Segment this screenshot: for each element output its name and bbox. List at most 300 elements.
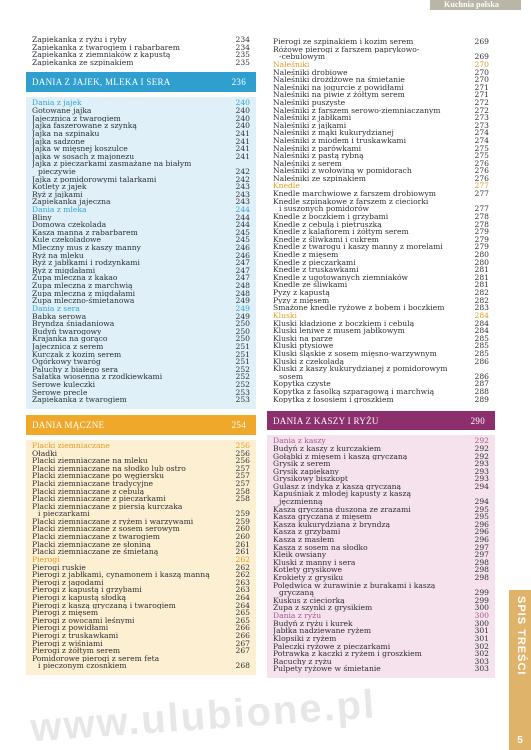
entry-title: Kluski leniwe z musem jabłkowym [273,327,405,335]
entry-page: 296 [474,535,489,545]
index-entry[interactable] [273,490,489,498]
index-entry[interactable] [32,564,250,572]
index-entry[interactable] [32,472,250,480]
entry-page: 271 [474,82,489,92]
entry-title: i pieczarkami [38,510,90,518]
entry-title: Placki ziemniaczane z twarogiem [32,533,160,541]
section-banner-eggs[interactable] [26,72,256,92]
entry-page: 265 [235,615,250,625]
entry-title: Grysik zapiekany [273,467,339,476]
entry-title: Pierogi z kaszą gryczaną i twarogiem [32,601,176,610]
index-entry[interactable] [32,244,250,252]
entry-title: Bliny [32,213,52,222]
entry-title: Kluski na parze [273,334,333,343]
entry-title: Zapiekanka z twarogiem [32,396,127,404]
entry-page: 259 [235,509,250,519]
index-entry[interactable] [32,320,250,328]
index-entry[interactable] [32,51,250,59]
entry-page: 240 [235,113,250,123]
entry-title: Jabłka nadziewane ryżem [273,627,372,635]
index-entry[interactable] [273,597,489,605]
index-entry[interactable] [273,350,489,358]
entry-page: 281 [474,280,489,290]
entry-page: 294 [474,497,489,507]
subsection-page: 249 [235,303,250,313]
entry-page: 298 [474,565,489,575]
index-entry[interactable] [273,373,489,381]
left-top-list [26,36,256,66]
entry-page: 241 [235,144,250,154]
entry-page: 252 [235,372,250,382]
index-entry[interactable] [32,457,250,465]
section-title: DANIA Z JAJEK, MLEKA I SERA [32,77,171,88]
index-entry[interactable] [273,627,489,635]
entry-page: 269 [474,37,489,46]
running-head: Kuchnia polska [430,0,521,10]
right-groups [267,61,495,403]
index-entry[interactable] [32,510,250,518]
section-page: 290 [470,415,485,426]
index-entry[interactable] [32,518,250,526]
index-entry[interactable] [32,541,250,549]
entry-title: Zupa mleczna z marchwią [32,282,133,290]
entry-title: Kasza gryczana z mięsem [273,513,372,521]
entry-page: 268 [235,661,250,671]
index-entry[interactable] [32,640,250,648]
index-entry[interactable] [273,506,489,514]
index-entry[interactable] [273,650,489,658]
index-entry[interactable] [32,480,250,488]
subsection-heading[interactable] [273,61,489,69]
index-entry[interactable] [32,495,250,503]
entry-title: Grysik z serem [273,460,331,468]
index-entry[interactable] [32,381,250,389]
section-banner-flour[interactable] [26,415,256,435]
index-entry[interactable] [32,373,250,381]
entry-title: Zapiekanka jajeczna [32,198,111,206]
entry-page: 257 [235,463,250,473]
index-entry[interactable] [32,44,250,52]
entry-title: Pierogi ze szpinakiem i kozim serem [273,38,414,46]
index-entry[interactable] [32,282,250,290]
index-entry[interactable] [273,551,489,559]
index-entry[interactable] [273,84,489,92]
index-entry[interactable] [32,533,250,541]
entry-page: 234 [235,42,250,52]
index-entry[interactable] [273,528,489,536]
entry-title: Różowe pierogi z farszem paprykowo- [273,45,420,54]
index-entry[interactable] [32,160,250,168]
entry-title: Grysikowy biszkopt [273,475,348,483]
index-entry[interactable] [32,571,250,579]
index-entry[interactable] [273,137,489,145]
entry-page: 245 [235,227,250,237]
entry-title: Placki ziemniaczane z cebulą [32,487,145,496]
entry-title: Jajka na szpinaku [32,129,100,138]
entry-page: 288 [474,386,489,396]
entry-title: Jajka z pomidorowymi talarkami [32,175,157,184]
subsection-heading[interactable] [273,182,489,190]
entry-title: Zapiekanka z ziemniaków z kapustą [32,51,171,59]
index-entry[interactable] [32,343,250,351]
subsection-heading[interactable] [273,312,489,320]
section-banner-groats[interactable] [267,411,495,430]
entry-title: Jajecznica z serem [32,342,104,351]
index-entry[interactable] [32,214,250,222]
entry-title: Ryż z jabłkami i rodzynkami [32,259,140,267]
entry-title: Zapiekanka ze szpinakiem [32,58,134,67]
entry-title: Placki ziemniaczane z piersią kurczaka [32,502,183,511]
entry-title: Zupa mleczna z migdałami [32,289,136,298]
entry-page: 253 [235,387,250,397]
entry-title: Paleczki ryżowe z pieczarkami [273,642,391,651]
entry-page: 250 [235,326,250,336]
subsection-page: 256 [235,440,250,450]
index-entry[interactable] [273,198,489,206]
index-entry[interactable] [273,643,489,651]
index-entry[interactable] [273,205,489,213]
entry-title: Zapiekanka z twarogiem i rabarbarem [32,43,180,52]
entry-title: Placki ziemniaczane z sosem serowym [32,525,180,534]
index-entry[interactable] [273,274,489,282]
section-panel-eggs [26,97,256,408]
index-entry[interactable] [32,450,250,458]
index-entry[interactable] [273,574,489,582]
entry-title: Naleśniki z jabłkami [273,114,352,122]
entry-title: Kopytka czyste [273,380,331,388]
subsection-page: 277 [474,181,489,191]
entry-title: Kasza gryczana duszona ze zrazami [273,505,411,514]
section-page: 254 [231,419,246,430]
index-entry[interactable] [32,594,250,602]
index-entry[interactable] [32,115,250,123]
entry-title: Knedle z twarogu i kaszy manny z morelami [273,243,443,252]
entry-title: Kluski z czekoladą [273,357,345,366]
entry-page: 245 [235,235,250,245]
entry-title: Naleśniki z jajkami [273,121,347,130]
entry-title: Pulpety ryżowe w śmietanie [273,665,381,673]
entry-title: Naleśniki z serem [273,159,342,168]
entry-page: 276 [474,158,489,168]
index-entry[interactable] [273,453,489,461]
entry-page: 267 [235,646,250,656]
entry-page: 278 [474,212,489,222]
index-entry[interactable] [273,259,489,267]
index-entry[interactable] [32,168,250,176]
entry-page: 266 [235,623,250,633]
index-entry[interactable] [273,635,489,643]
subsection-heading[interactable] [32,206,250,214]
index-entry[interactable] [273,620,489,628]
index-entry[interactable] [273,536,489,544]
entry-title: Pierogi z kapustą i grzybami [32,586,142,595]
index-entry[interactable] [273,160,489,168]
index-entry[interactable] [32,358,250,366]
index-entry[interactable] [32,503,250,511]
index-entry[interactable] [273,335,489,343]
index-entry[interactable] [273,566,489,574]
subsection-heading[interactable] [32,442,250,450]
index-entry[interactable] [273,190,489,198]
index-entry[interactable] [32,662,250,670]
entry-title: Ryż z jajkami [32,190,83,199]
entry-title: -cebulowym [279,53,326,61]
entry-page: 262 [235,570,250,580]
index-entry[interactable] [32,274,250,282]
index-entry[interactable] [273,213,489,221]
index-entry[interactable] [32,624,250,632]
index-entry[interactable] [273,281,489,289]
index-entry[interactable] [32,229,250,237]
entry-title: Jajka sadzone [32,137,85,146]
entry-title: Jajka z pieczarkami zasmażane na białym [32,160,192,168]
index-entry[interactable] [273,582,489,590]
entry-title: Naleśniki z wołowiną w pomidorach [273,167,412,175]
entry-title: Jajecznica z twarogiem [32,114,121,123]
index-entry[interactable] [32,259,250,267]
subsection-heading[interactable] [32,556,250,564]
index-entry[interactable] [32,252,250,260]
entry-page: 247 [235,265,250,275]
subsection-heading[interactable] [32,99,250,107]
index-entry[interactable] [273,358,489,366]
entry-title: Naleśniki na piwie z żółtym serem [273,91,405,99]
entry-title: Kluski kładzione z boczkiem i cebulą [273,319,415,328]
index-entry[interactable] [32,138,250,146]
index-entry[interactable] [32,632,250,640]
index-entry[interactable] [32,36,250,44]
entry-title: Pierogi z powidłami [32,624,109,632]
index-entry[interactable] [273,460,489,468]
entry-title: Naleśniki z mąki kukurydzianej [273,129,394,137]
index-entry[interactable] [32,153,250,161]
index-entry[interactable] [32,221,250,229]
subsection-page: 270 [474,59,489,69]
index-entry[interactable] [273,483,489,491]
entry-page: 241 [235,136,250,146]
index-entry[interactable] [273,320,489,328]
entry-page: 244 [235,220,250,230]
entry-page: 303 [474,664,489,674]
index-entry[interactable] [32,586,250,594]
index-entry[interactable] [273,445,489,453]
entry-title: Babka serowa [32,312,87,321]
index-entry[interactable] [32,548,250,556]
index-entry[interactable] [32,59,250,67]
index-entry[interactable] [273,167,489,175]
index-entry[interactable] [32,602,250,610]
index-entry[interactable] [32,617,250,625]
index-entry[interactable] [273,107,489,115]
entry-title: Krokiety z grysiku [273,574,344,582]
index-entry[interactable] [273,475,489,483]
entry-page: 252 [235,364,250,374]
index-entry[interactable] [273,38,489,46]
entry-page: 289 [474,394,489,404]
index-entry[interactable] [32,122,250,130]
index-entry[interactable] [273,544,489,552]
entry-page: 281 [474,272,489,282]
index-entry[interactable] [273,228,489,236]
index-entry[interactable] [32,655,250,663]
entry-page: 251 [235,341,250,351]
entry-page: 265 [235,608,250,618]
entry-page: 285 [474,333,489,343]
entry-page: 281 [474,265,489,275]
index-entry[interactable] [273,658,489,666]
index-entry[interactable] [273,396,489,404]
index-entry[interactable] [273,513,489,521]
entry-title: Placki ziemniaczane na mleku [32,457,148,465]
index-entry[interactable] [32,647,250,655]
index-entry[interactable] [273,380,489,388]
entry-page: 266 [235,630,250,640]
index-entry[interactable] [273,498,489,506]
index-entry[interactable] [273,114,489,122]
index-entry[interactable] [32,488,250,496]
index-entry[interactable] [273,243,489,251]
index-entry[interactable] [32,366,250,374]
subsection-heading[interactable] [273,612,489,620]
index-entry[interactable] [32,609,250,617]
subsection-page: 244 [235,204,250,214]
section-title: DANIA MĄCZNE [32,419,105,430]
entry-page: 300 [474,618,489,628]
entry-page: 285 [474,341,489,351]
index-entry[interactable] [273,266,489,274]
index-entry[interactable] [273,152,489,160]
entry-page: 300 [474,603,489,613]
index-entry[interactable] [273,76,489,84]
entry-title: Gołąbki z mięsem i kaszą gryczaną [273,452,408,461]
index-entry[interactable] [273,665,489,673]
subsection-heading[interactable] [273,437,489,445]
index-entry[interactable] [273,46,489,54]
entry-title: Naleśniki z miodem i truskawkami [273,136,407,145]
entry-title: Placki ziemniaczane z pieczarkami [32,495,166,503]
entry-page: 252 [235,379,250,389]
index-entry[interactable] [32,328,250,336]
index-entry[interactable] [273,304,489,312]
subsection-page: 262 [235,554,250,564]
entry-title: Kluski z kaszy kukurydzianej z pomidorowym [273,365,448,373]
index-entry[interactable] [32,145,250,153]
entry-page: 302 [474,641,489,651]
index-entry[interactable] [32,313,250,321]
index-entry[interactable] [32,351,250,359]
index-entry[interactable] [32,465,250,473]
entry-page: 243 [235,182,250,192]
section-panel-groats [267,435,495,678]
entry-page: 249 [235,296,250,306]
entry-title: Knedle z truskawkami [273,266,359,274]
index-entry[interactable] [32,579,250,587]
entry-title: Knedle ze śliwkami [273,281,348,289]
entry-title: Pierogi z wiśniami [32,639,103,648]
index-entry[interactable] [273,365,489,373]
entry-title: Zapiekanka z ryżu i ryby [32,36,127,44]
index-entry[interactable] [32,267,250,275]
index-entry[interactable] [273,559,489,567]
entry-page: 269 [474,52,489,62]
index-entry[interactable] [32,191,250,199]
subsection-title: Dania z mleka [32,204,87,214]
entry-title: Kapuśniak z młodej kapusty z kaszą [273,490,411,499]
side-tab-label: SPIS TREŚCI [515,596,527,676]
index-entry[interactable] [273,91,489,99]
index-entry[interactable] [273,236,489,244]
entry-title: Placki ziemniaczane z ryżem i warzywami [32,517,194,526]
index-entry[interactable] [273,99,489,107]
index-entry[interactable] [273,468,489,476]
entry-title: Smażone knedle ryżowe z bobem i boczkiem [273,304,445,312]
entry-page: 263 [235,585,250,595]
index-entry[interactable] [273,145,489,153]
entry-title: Polędwica w żurawinie z burakami i kaszą [273,581,436,590]
entry-page: 296 [474,519,489,529]
entry-title: Bryndza śniadaniowa [32,320,115,328]
index-entry[interactable] [273,175,489,183]
subsection-page: 284 [474,310,489,320]
index-entry[interactable] [32,130,250,138]
entry-title: Pierogi z truskawkami [32,631,119,640]
entry-page: 244 [235,212,250,222]
entry-page: 275 [474,151,489,161]
entry-title: Pomidorowe pierogi z serem feta [32,654,160,663]
index-entry[interactable] [273,589,489,597]
entry-page: 276 [474,173,489,183]
entry-page: 274 [474,135,489,145]
index-entry[interactable] [273,521,489,529]
index-entry[interactable] [32,396,250,404]
entry-title: i suszonych pomidorów [279,205,370,214]
index-entry[interactable] [32,389,250,397]
index-entry[interactable] [273,289,489,297]
index-entry[interactable] [273,297,489,305]
index-entry[interactable] [32,107,250,115]
entry-page: 293 [474,459,489,469]
index-entry[interactable] [273,221,489,229]
index-entry[interactable] [32,290,250,298]
index-entry[interactable] [273,327,489,335]
entry-page: 270 [474,75,489,85]
entry-title: Racuchy z ryżu [273,657,332,666]
entry-page: 272 [474,105,489,115]
subsection-heading[interactable] [32,305,250,313]
index-entry[interactable] [32,335,250,343]
index-entry[interactable] [32,183,250,191]
entry-page: 286 [474,371,489,381]
side-tab[interactable] [509,590,531,750]
index-entry[interactable] [32,176,250,184]
index-entry[interactable] [273,342,489,350]
entry-title: Kluski ptysiowe [273,342,334,350]
index-entry[interactable] [273,122,489,130]
index-entry[interactable] [273,251,489,259]
entry-title: Zupa z szynki z grysikiem [273,604,373,612]
entry-page: 258 [235,486,250,496]
index-entry[interactable] [273,129,489,137]
index-entry[interactable] [273,69,489,77]
index-entry[interactable] [32,525,250,533]
index-entry[interactable] [32,236,250,244]
right-column [267,38,495,678]
entry-page: 292 [474,451,489,461]
entry-page: 235 [235,50,250,60]
entry-page: 301 [474,633,489,643]
entry-title: Oładki [32,449,58,458]
index-entry[interactable] [273,388,489,396]
